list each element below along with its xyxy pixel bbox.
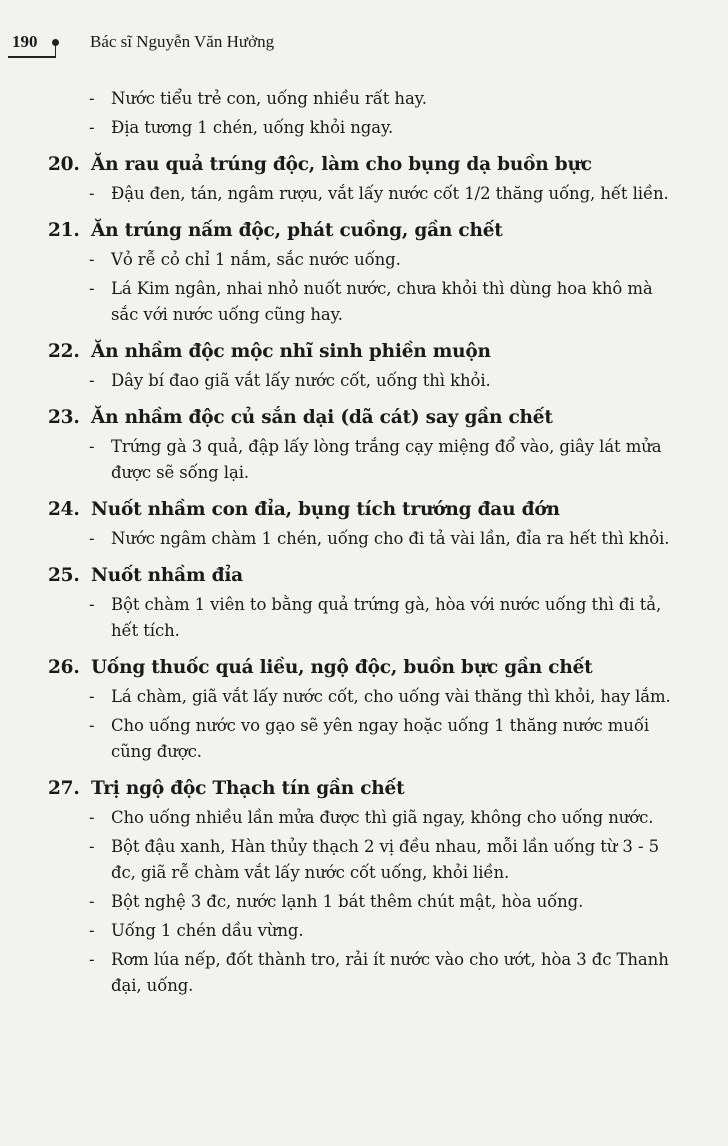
running-head-author: Bác sĩ Nguyễn Văn Hưởng — [90, 32, 275, 51]
dash-bullet: - — [89, 950, 95, 969]
item-text: Bột chàm 1 viên to bằng quả trứng gà, hòa với nước uống thì đi tả, hết tích. — [111, 595, 662, 640]
dash-bullet: - — [89, 716, 95, 735]
section-heading-25 — [48, 562, 684, 590]
page-content — [0, 86, 728, 999]
list-item — [89, 247, 684, 273]
list-item — [89, 592, 684, 644]
page-number: 190 — [12, 32, 38, 51]
section-heading-20 — [48, 151, 684, 179]
section-number: 24. — [48, 499, 80, 520]
section-number: 20. — [48, 154, 80, 175]
section-title: Ăn rau quả trúng độc, làm cho bụng dạ buồn bực — [91, 154, 592, 175]
dash-bullet: - — [89, 89, 95, 108]
section-number: 27. — [48, 778, 80, 799]
dash-bullet: - — [89, 808, 95, 827]
section-number: 22. — [48, 341, 80, 362]
list-item — [89, 115, 684, 141]
item-text: Cho uống nước vo gạo sẽ yên ngay hoặc uống 1 thăng nước muối cũng được. — [111, 716, 649, 761]
list-item — [89, 684, 684, 710]
section-number: 21. — [48, 220, 80, 241]
section-title: Uống thuốc quá liều, ngộ độc, buồn bực gần chết — [91, 657, 593, 678]
item-text: Cho uống nhiều lần mửa được thì giã ngay, không cho uống nước. — [111, 808, 654, 827]
list-item — [89, 86, 684, 112]
item-text: Bột đậu xanh, Hàn thủy thạch 2 vị đều nhau, mỗi lần uống từ 3 - 5 đc, giã rễ chàm vắt lấy nước cốt uống, khỏi liền. — [111, 837, 659, 882]
dash-bullet: - — [89, 371, 95, 390]
running-head — [0, 30, 728, 60]
list-item — [89, 368, 684, 394]
item-text: Vỏ rễ cỏ chỉ 1 nắm, sắc nước uống. — [111, 250, 401, 269]
dash-bullet: - — [89, 529, 95, 548]
item-text: Uống 1 chén dầu vừng. — [111, 921, 304, 940]
list-item — [89, 713, 684, 765]
section-heading-21 — [48, 217, 684, 245]
item-text: Nước ngâm chàm 1 chén, uống cho đi tả vài lần, đỉa ra hết thì khỏi. — [111, 529, 670, 548]
item-text: Lá Kim ngân, nhai nhỏ nuốt nước, chưa khỏi thì dùng hoa khô mà sắc với nước uống cũng hay. — [111, 279, 653, 324]
dash-bullet: - — [89, 437, 95, 456]
item-text: Lá chàm, giã vắt lấy nước cốt, cho uống vài thăng thì khỏi, hay lắm. — [111, 687, 671, 706]
item-text: Địa tương 1 chén, uống khỏi ngay. — [111, 118, 394, 137]
section-heading-22 — [48, 338, 684, 366]
dash-bullet: - — [89, 837, 95, 856]
list-item — [89, 526, 684, 552]
list-item — [89, 276, 684, 328]
section-title: Trị ngộ độc Thạch tín gần chết — [91, 778, 405, 799]
item-text: Trứng gà 3 quả, đập lấy lòng trắng cạy miệng đổ vào, giây lát mửa được sẽ sống lại. — [111, 437, 662, 482]
section-heading-27 — [48, 775, 684, 803]
dash-bullet: - — [89, 118, 95, 137]
dash-bullet: - — [89, 250, 95, 269]
list-item — [89, 834, 684, 886]
list-item — [89, 805, 684, 831]
section-heading-24 — [48, 496, 684, 524]
section-title: Ăn trúng nấm độc, phát cuồng, gần chết — [91, 220, 503, 241]
item-text: Đậu đen, tán, ngâm rượu, vắt lấy nước cốt 1/2 thăng uống, hết liền. — [111, 184, 669, 203]
dash-bullet: - — [89, 892, 95, 911]
list-item — [89, 918, 684, 944]
section-title: Nuốt nhầm con đỉa, bụng tích trướng đau đớn — [91, 499, 560, 520]
item-text: Dây bí đao giã vắt lấy nước cốt, uống thì khỏi. — [111, 371, 491, 390]
item-text: Nước tiểu trẻ con, uống nhiều rất hay. — [111, 89, 427, 108]
section-title: Ăn nhầm độc mộc nhĩ sinh phiền muộn — [91, 341, 491, 362]
dash-bullet: - — [89, 184, 95, 203]
dash-bullet: - — [89, 595, 95, 614]
list-item — [89, 947, 684, 999]
list-item — [89, 889, 684, 915]
dash-bullet: - — [89, 687, 95, 706]
dash-bullet: - — [89, 279, 95, 298]
item-text: Bột nghệ 3 đc, nước lạnh 1 bát thêm chút mật, hòa uống. — [111, 892, 584, 911]
section-title: Ăn nhầm độc củ sắn dại (dã cát) say gần chết — [91, 407, 553, 428]
section-number: 26. — [48, 657, 80, 678]
section-heading-23 — [48, 404, 684, 432]
header-ornament-stem — [55, 44, 56, 56]
item-text: Rơm lúa nếp, đốt thành tro, rải ít nước vào cho ướt, hòa 3 đc Thanh đại, uống. — [111, 950, 669, 995]
list-item — [89, 434, 684, 486]
section-number: 23. — [48, 407, 80, 428]
section-heading-26 — [48, 654, 684, 682]
section-title: Nuốt nhầm đỉa — [91, 565, 243, 586]
dash-bullet: - — [89, 921, 95, 940]
section-number: 25. — [48, 565, 80, 586]
list-item — [89, 181, 684, 207]
header-rule — [8, 56, 56, 58]
